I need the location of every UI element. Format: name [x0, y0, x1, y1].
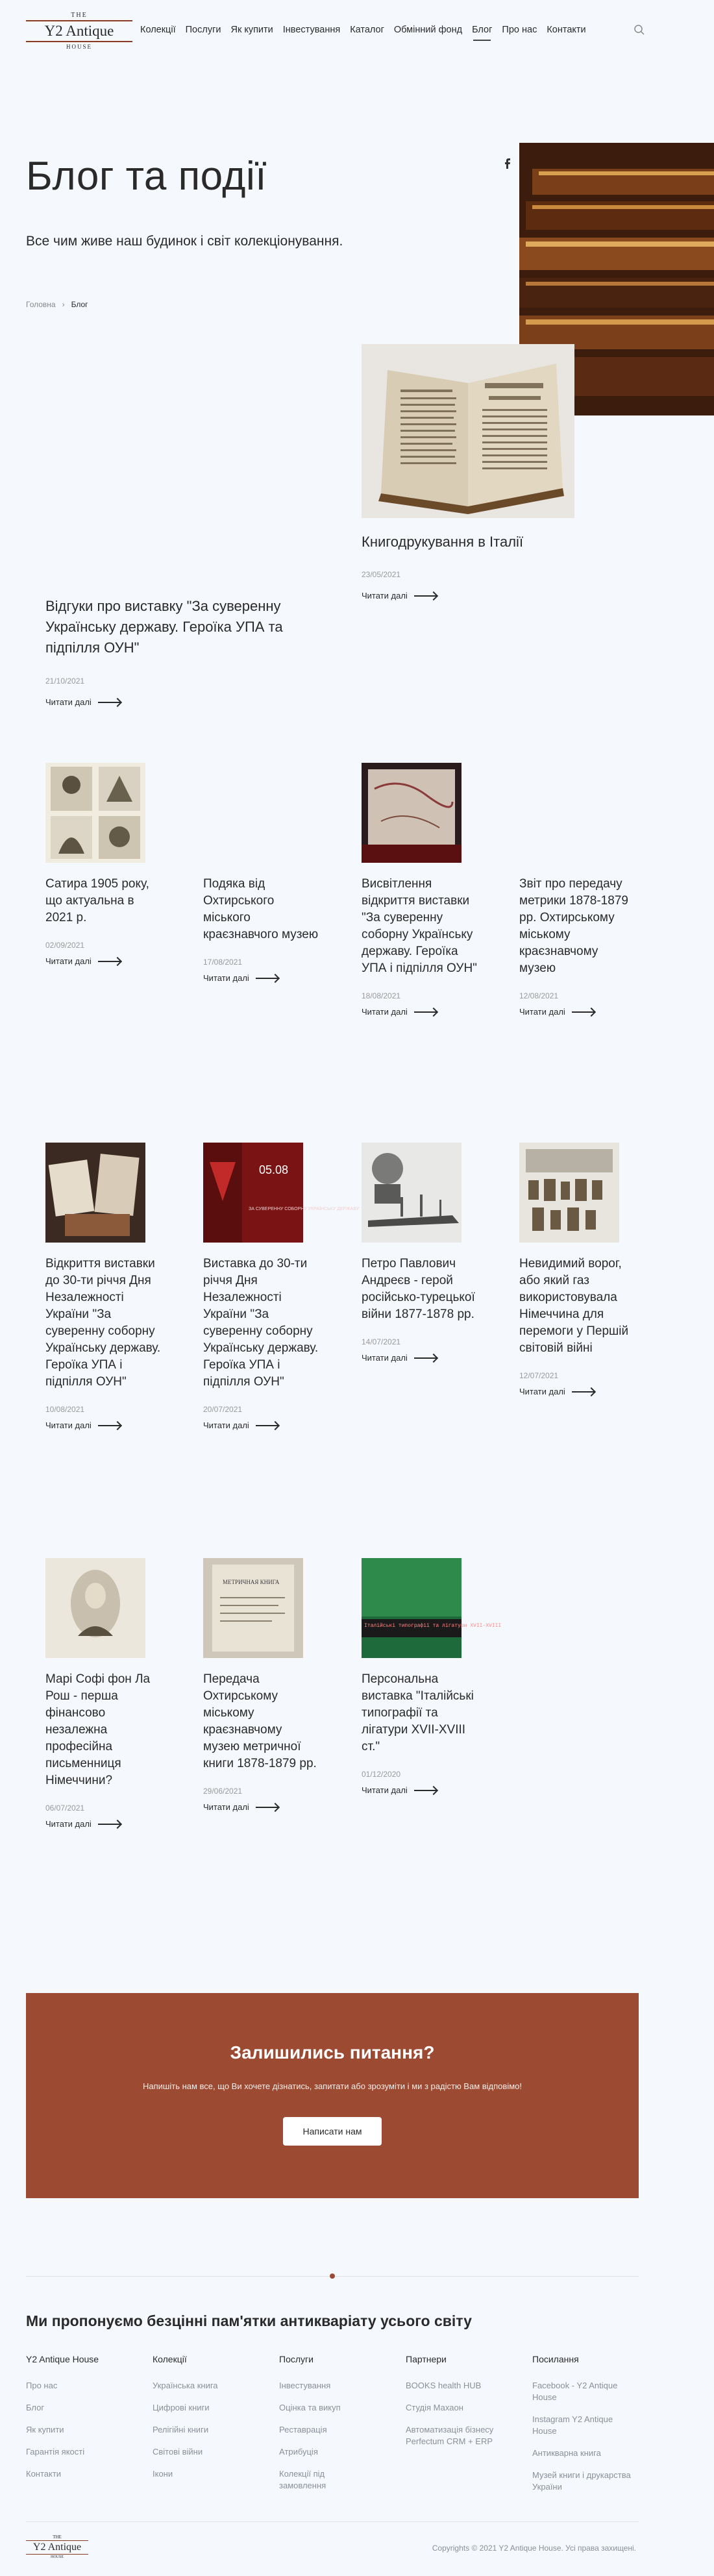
footer-column-title: Y2 Antique House — [26, 2354, 99, 2364]
read-more-label: Читати далі — [362, 1785, 408, 1795]
read-more-label: Читати далі — [203, 1420, 249, 1430]
arrow-right-icon — [98, 1824, 121, 1825]
post-thumbnail[interactable] — [203, 1143, 360, 1243]
post-date: 14/07/2021 — [362, 1337, 401, 1346]
search-icon[interactable] — [634, 24, 645, 36]
footer-link[interactable]: Instagram Y2 Antique House — [532, 2414, 613, 2436]
arrow-right-icon — [98, 1425, 121, 1426]
post-title[interactable]: Марі Софі фон Ла Рош - перша фінансово незалежна професійна письменниця Німеччини? — [45, 1672, 151, 1787]
footer-column-title: Посилання — [532, 2354, 579, 2364]
footer-link[interactable]: Реставрація — [279, 2425, 327, 2434]
post-read-more[interactable] — [362, 1785, 478, 1795]
contact-cta — [26, 1993, 639, 2198]
page-title: Блог та події — [26, 154, 267, 199]
post-read-more[interactable] — [45, 1420, 162, 1430]
footer-column — [153, 2354, 269, 2490]
nav-services[interactable]: Послуги — [185, 25, 221, 35]
arrow-right-icon — [414, 1790, 437, 1791]
footer-link[interactable]: Ікони — [153, 2469, 173, 2479]
breadcrumb-home[interactable]: Головна — [26, 300, 56, 309]
read-more-label: Читати далі — [362, 1007, 408, 1017]
footer-link[interactable]: Як купити — [26, 2425, 64, 2434]
post-title[interactable]: Невидимий ворог, або який газ використовувала Німеччина для перемоги у Першій світовій війні — [519, 1257, 629, 1355]
featured-post-1 — [362, 532, 576, 601]
exhibition-caption: ЗА СУВЕРЕННУ СОБОРНУ УКРАЇНСЬКУ ДЕРЖАВУ — [249, 1207, 360, 1211]
typography-caption: Італійські типографії та лігатури XVII-XVIII — [364, 1623, 502, 1629]
site-header — [0, 0, 662, 65]
featured-post-title[interactable]: Книгодрукування в Італії — [362, 534, 524, 550]
featured-post-2 — [45, 596, 325, 707]
post-title[interactable]: Персональна виставка "Італійські типографії та лігатури XVII-XVIII ст." — [362, 1672, 474, 1753]
cta-text: Напишіть нам все, що Ви хочете дізнатись, запитати або зрозуміти і ми з радістю Вам відповімо! — [143, 2081, 522, 2091]
footer-link[interactable]: Оцінка та викуп — [279, 2403, 341, 2412]
post-read-more[interactable] — [45, 1819, 162, 1829]
footer-column-title: Партнери — [406, 2354, 447, 2364]
post-thumbnail[interactable] — [362, 1143, 462, 1243]
cta-title: Залишились питання? — [230, 2042, 435, 2062]
post-date: 01/12/2020 — [362, 1770, 401, 1779]
featured-post-date: 23/05/2021 — [362, 570, 401, 579]
arrow-right-icon — [414, 1357, 437, 1359]
nav-collections[interactable]: Колекції — [140, 25, 176, 35]
book-title: МЕТРИЧНАЯ КНИГА — [223, 1579, 280, 1585]
post-date: 12/08/2021 — [519, 991, 559, 1000]
post-thumbnail[interactable] — [45, 1558, 145, 1658]
post-date: 10/08/2021 — [45, 1405, 85, 1414]
footer-link[interactable]: Автоматизація бізнесу Perfectum CRM + ERP — [406, 2425, 494, 2446]
blog-post-card — [203, 1558, 320, 1812]
footer-column — [532, 2354, 636, 2503]
read-more-label: Читати далі — [45, 956, 92, 966]
footer-link[interactable]: Блог — [26, 2403, 45, 2412]
post-read-more[interactable] — [519, 1007, 636, 1017]
blog-post-card — [362, 763, 478, 1017]
logo-main: Y2 Antique — [44, 23, 114, 39]
footer-link[interactable]: BOOKS health HUB — [406, 2381, 482, 2390]
site-logo[interactable] — [26, 12, 132, 53]
divider-dot — [330, 2273, 335, 2279]
page-subtitle: Все чим живе наш будинок і світ колекціонування. — [26, 234, 343, 249]
nav-how-to-buy[interactable]: Як купити — [230, 25, 273, 35]
post-title[interactable]: Відкриття виставки до 30-ти річчя Дня Незалежності України "За суверенну соборну Українську державу. Героїка УПА і підпілля ОУН" — [45, 1257, 161, 1389]
blog-post-card — [45, 763, 162, 966]
footer-link[interactable]: Колекції під замовлення — [279, 2469, 326, 2490]
footer-headline: Ми пропонуємо безцінні пам'ятки антикваріату усього світу — [26, 2312, 472, 2329]
read-more-label: Читати далі — [362, 591, 408, 601]
arrow-right-icon — [572, 1391, 595, 1393]
read-more-label: Читати далі — [45, 1420, 92, 1430]
logo-house: HOUSE — [66, 43, 92, 50]
post-date: 17/08/2021 — [203, 958, 243, 967]
featured-post-image[interactable] — [362, 344, 574, 518]
write-us-button[interactable]: Написати нам — [283, 2117, 381, 2146]
post-thumbnail[interactable] — [45, 1143, 145, 1243]
footer-link[interactable]: Інвестування — [279, 2381, 331, 2390]
logo-the: THE — [71, 12, 88, 19]
nav-investing[interactable]: Інвестування — [282, 25, 341, 35]
post-thumbnail[interactable] — [362, 763, 462, 863]
breadcrumb-current: Блог — [71, 300, 88, 309]
logo-line-top — [26, 20, 132, 21]
post-title[interactable]: Сатира 1905 року, що актуальна в 2021 р. — [45, 877, 149, 924]
read-more-label: Читати далі — [362, 1353, 408, 1363]
post-read-more[interactable] — [362, 1353, 478, 1363]
blog-post-card — [519, 1143, 636, 1396]
featured-post-read-more[interactable] — [362, 591, 576, 601]
logo-the: THE — [53, 2534, 62, 2540]
post-thumbnail[interactable] — [362, 1558, 502, 1658]
post-title[interactable]: Передача Охтирському міському краєзнавчому музею метричної книги 1878-1879 рр. — [203, 1672, 317, 1770]
footer-link[interactable]: Гарантія якості — [26, 2447, 85, 2457]
footer-logo[interactable] — [26, 2534, 88, 2559]
read-more-label: Читати далі — [519, 1387, 565, 1396]
nav-contacts[interactable]: Контакти — [547, 25, 586, 35]
footer-link[interactable]: Атрибуція — [279, 2447, 318, 2457]
read-more-label: Читати далі — [519, 1007, 565, 1017]
footer-column-title: Послуги — [279, 2354, 314, 2364]
post-title[interactable]: Петро Павлович Андреєв - герой російсько-турецької війни 1877-1878 рр. — [362, 1257, 475, 1321]
post-read-more[interactable] — [203, 973, 320, 983]
post-date: 06/07/2021 — [45, 1803, 85, 1813]
breadcrumb — [26, 300, 88, 309]
footer-link[interactable]: Контакти — [26, 2469, 62, 2479]
read-more-label: Читати далі — [45, 1819, 92, 1829]
exhibition-date: 05.08 — [259, 1163, 289, 1176]
post-date: 29/06/2021 — [203, 1787, 243, 1796]
post-title[interactable]: Виставка до 30-ти річчя Дня Незалежності України "За суверенну соборну Українську державу. Героїка УПА і підпілля ОУН" — [203, 1257, 319, 1389]
post-date: 20/07/2021 — [203, 1405, 243, 1414]
post-date: 18/08/2021 — [362, 991, 401, 1000]
arrow-right-icon — [414, 1011, 437, 1013]
footer-column — [406, 2354, 516, 2458]
logo-house: HOUSE — [50, 2555, 64, 2559]
post-title[interactable]: Звіт про передачу метрики 1878-1879 рр. Охтирському міському краєзнавчому музею — [519, 877, 628, 975]
facebook-icon[interactable] — [502, 157, 515, 170]
logo-main: Y2 Antique — [32, 2542, 82, 2553]
blog-post-card — [362, 1143, 478, 1363]
post-read-more[interactable] — [519, 1387, 636, 1396]
copyright: Copyrights © 2021 Y2 Antique House. Усі права захищені. — [432, 2544, 636, 2553]
nav-catalog[interactable]: Каталог — [350, 25, 384, 35]
featured-post-read-more[interactable] — [45, 697, 325, 707]
footer-link[interactable]: Релігійні книги — [153, 2425, 209, 2434]
arrow-right-icon — [98, 702, 121, 703]
blog-post-card — [45, 1143, 162, 1430]
post-read-more[interactable] — [362, 1007, 478, 1017]
logo-line-bottom — [26, 2554, 88, 2555]
arrow-right-icon — [572, 1011, 595, 1013]
arrow-right-icon — [256, 1807, 279, 1808]
read-more-label: Читати далі — [45, 697, 92, 707]
post-read-more[interactable] — [45, 956, 162, 966]
post-thumbnail[interactable] — [519, 1143, 619, 1243]
featured-post-title[interactable]: Відгуки про виставку "За суверенну Українську державу. Героїка УПА та підпілля ОУН" — [45, 598, 283, 656]
nav-blog[interactable]: Блог — [472, 25, 493, 35]
footer-link[interactable]: Facebook - Y2 Antique House — [532, 2381, 618, 2402]
post-thumbnail[interactable] — [203, 1558, 303, 1658]
nav-exchange-fund[interactable]: Обмінний фонд — [393, 25, 463, 35]
featured-post-date: 21/10/2021 — [45, 676, 85, 686]
blog-post-card — [45, 1558, 162, 1829]
footer-link[interactable]: Світові війни — [153, 2447, 203, 2457]
footer-column — [26, 2354, 143, 2490]
blog-post-card — [203, 763, 320, 983]
footer-column-title: Колекції — [153, 2354, 187, 2364]
footer-link[interactable]: Музей книги і друкарства України — [532, 2470, 631, 2492]
footer-column — [279, 2354, 370, 2502]
read-more-label: Читати далі — [203, 973, 249, 983]
footer-link[interactable]: Цифрові книги — [153, 2403, 210, 2412]
post-title[interactable]: Висвітлення відкриття виставки "За суверенну соборну Українську державу. Героїка УПА і підпілля ОУН" — [362, 877, 477, 975]
footer-link[interactable]: Українська книга — [153, 2381, 218, 2390]
arrow-right-icon — [98, 961, 121, 962]
logo-line-top — [26, 2540, 88, 2541]
arrow-right-icon — [256, 978, 279, 979]
footer-link[interactable]: Студія Махаон — [406, 2403, 463, 2412]
nav-about[interactable]: Про нас — [502, 25, 537, 35]
post-title[interactable]: Подяка від Охтирського міського краєзнавчого музею — [203, 877, 319, 941]
post-date: 02/09/2021 — [45, 941, 85, 950]
arrow-right-icon — [256, 1425, 279, 1426]
blog-post-card — [203, 1143, 360, 1430]
post-read-more[interactable] — [203, 1802, 320, 1812]
read-more-label: Читати далі — [203, 1802, 249, 1812]
post-read-more[interactable] — [203, 1420, 320, 1430]
post-thumbnail[interactable] — [45, 763, 145, 863]
blog-post-card — [362, 1558, 502, 1795]
breadcrumb-separator-icon: › — [62, 300, 65, 309]
footer-link[interactable]: Про нас — [26, 2381, 58, 2390]
footer-link[interactable]: Антикварна книга — [532, 2448, 601, 2458]
main-nav — [140, 25, 596, 35]
blog-post-card — [519, 763, 636, 1017]
arrow-right-icon — [414, 595, 437, 597]
post-date: 12/07/2021 — [519, 1371, 559, 1380]
logo-line-bottom — [26, 41, 132, 42]
footer-bottom-divider — [26, 2521, 639, 2522]
